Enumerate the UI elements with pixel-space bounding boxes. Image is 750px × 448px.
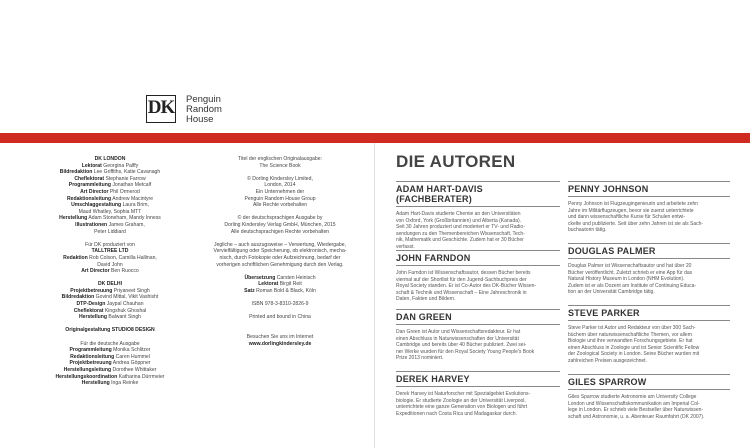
credit-text: Phil Ormerod [108, 188, 140, 195]
credit-role: Illustrationen [75, 221, 108, 228]
bio-line: Douglas Palmer ist Wissenschaftsautor und hat über 20 [568, 263, 692, 269]
author-name: GILES SPARROW [568, 374, 730, 390]
author-name: DAN GREEN [396, 309, 560, 325]
credit-line [30, 347, 190, 354]
credit-text: Balwant Singh [107, 314, 141, 321]
credit-text: David John [97, 261, 123, 268]
credit-text: Ben Ruocco [109, 268, 139, 275]
credit-text: Roman Bold & Black, Köln [254, 287, 316, 294]
bio-line: ckelte und publizierte. Seit über zehn Jahren ist sie als Sach- [568, 220, 704, 227]
credit-text: www.dorlingkindersley.de [248, 340, 312, 347]
credit-text: DK DELHI [97, 281, 123, 288]
credit-text: Jaypal Chauhan [105, 301, 144, 308]
credit-line [30, 189, 190, 196]
credit-text: Für DK produziert von [85, 241, 135, 248]
credit-text: Govind Mittal, Vikit Vashisht [94, 294, 159, 301]
credit-text: Andrea Göppner [111, 360, 151, 367]
credit-line [30, 242, 190, 249]
credit-role: Satz [244, 287, 255, 294]
credit-text: Dorling Kindersley Verlag GmbH, München, 2015 [224, 221, 336, 228]
publisher-line: Random [186, 104, 222, 115]
credit-text: Rob Colson, Camilla Hallinan, [87, 254, 157, 261]
credit-role: Programmleitung [69, 347, 112, 354]
credit-text: Laura Brim, [121, 202, 149, 209]
dk-logo-text: DK [147, 97, 175, 118]
author-entry [396, 250, 560, 303]
bio-line: Cambridge und bereits über 40 Bücher publiziert. Zwei sei- [396, 342, 527, 349]
credit-line [30, 288, 190, 295]
page-title: DIE AUTOREN [396, 152, 516, 171]
bio-line: von Oxford, York (Großbritannien) und Alberta (Kanada). [396, 217, 522, 224]
dk-logo-mark [146, 95, 176, 123]
credit-role: Bildredaktion [59, 169, 93, 176]
credit-line [200, 222, 360, 229]
author-entry [396, 371, 560, 417]
credit-text: Kingshuk Ghoshal [103, 307, 147, 314]
bio-line: Expeditionen nach Costa Rica und Madagaskar durch. [396, 410, 517, 417]
spacer [30, 235, 190, 242]
spacer [200, 235, 360, 242]
credit-text: The Science Book [259, 162, 301, 169]
credit-text: London, 2014 [264, 182, 296, 189]
credit-text: Stephanie Farrow [104, 175, 146, 182]
bio-line: einen Abschluss in Zoologie und ist Senior Scientific Fellow [568, 344, 700, 351]
credit-role: Herstellungsleitung [63, 367, 112, 373]
credit-line [30, 374, 190, 381]
publisher-line: Penguin [186, 94, 221, 105]
credit-line [30, 354, 190, 361]
author-name: STEVE PARKER [568, 305, 730, 321]
credit-role: Projektbetreuung [70, 287, 113, 294]
bio-line: John Farndon ist Wissenschaftsautor, dessen Bücher bereits [396, 270, 531, 276]
credit-role: DTP-Design [76, 301, 106, 308]
credit-text: Carsten Heinisch [275, 274, 316, 281]
bio-line: verfasst. [396, 243, 415, 250]
author-entry [568, 181, 730, 234]
bio-line: zahlreichen Preisen ausgezeichnet. [568, 357, 647, 364]
credit-role: Herstellung [59, 215, 88, 222]
credit-text: Titel der englischen Originalausgabe: [238, 156, 322, 162]
bio-line: Prize 2013 nominiert. [396, 355, 444, 362]
publisher-name [186, 95, 222, 125]
credit-line [30, 202, 190, 209]
author-entry [568, 374, 730, 420]
credit-text: Monika Schlitzer [111, 347, 151, 354]
bio-line: büchern über naturwissenschaftliche Themen, vor allem [568, 331, 692, 338]
credit-text: Alle Rechte vorbehalten [252, 202, 308, 209]
credit-text: Georgina Palffy [101, 162, 139, 169]
bio-line: Giles Sparrow studierte Astronomie am University College [568, 394, 697, 400]
credit-line [30, 314, 190, 321]
credit-line [30, 380, 190, 387]
author-bio [396, 391, 560, 417]
bio-line: schaft & Technik und Wissenschaft – Eine Jahreschronik in [396, 289, 527, 296]
credit-text: Printed and bound in China [249, 314, 311, 321]
credit-line [30, 327, 190, 334]
credit-role: Art Director [80, 188, 109, 195]
credit-line [200, 248, 360, 255]
credit-role: Cheflektorat [73, 307, 104, 314]
author-bio [396, 329, 560, 362]
credit-line [30, 268, 190, 275]
credit-text: Penguin Random House Group [244, 195, 316, 202]
credit-role: Lektorat [81, 162, 102, 169]
credit-text: Peter Liddiard [94, 228, 126, 235]
credit-role: Umschlaggestaltung [71, 202, 122, 209]
credit-text: Priyaneet Singh [112, 287, 150, 294]
bio-line: Adam Hart-Davis studierte Chemie an den Universitäten [396, 211, 521, 217]
bio-line: Natural History Museum in London (NHM Evolution). [568, 276, 685, 283]
credit-line [30, 196, 190, 203]
credit-line [200, 341, 360, 348]
author-entry [396, 181, 560, 251]
author-bio [396, 211, 560, 251]
bio-line: Dan Green ist Autor und Wissenschaftsredakteur. Er hat [396, 329, 521, 335]
credit-line [200, 163, 360, 170]
credit-text: Jegliche – auch auszugsweise – Verwertung, Wiedergabe, [214, 241, 346, 248]
credit-text: vorherigen schriftlichen Genehmigung durch den Verlag. [216, 261, 344, 268]
bio-line: sendungen zu den Themenbereichen Wissenschaft, Tech- [396, 230, 525, 237]
author-name: JOHN FARNDON [396, 250, 560, 266]
credit-text: Lee Griffiths, Katie Cavanagh [92, 169, 161, 176]
credit-text: Alle deutschsprachigen Rechte vorbehalten [230, 228, 330, 235]
credit-line [200, 301, 360, 308]
credit-line [30, 308, 190, 315]
author-bio [568, 263, 730, 296]
credit-text: DK LONDON [94, 156, 126, 162]
credit-line [30, 156, 190, 163]
credit-text: Katharina Dürrmeier [117, 373, 165, 380]
author-name: DEREK HARVEY [396, 371, 560, 387]
credit-line [30, 215, 190, 222]
bio-line: tion an der Universität Cambridge tätig. [568, 289, 655, 296]
credit-text: ISBN 978-3-8310-2826-9 [251, 301, 309, 308]
author-name: DOUGLAS PALMER [568, 243, 730, 259]
spacer [200, 169, 360, 176]
spacer [30, 321, 190, 328]
credit-line [30, 222, 190, 229]
bio-line: nik, Mathematik und Geschichte. Zudem hat er 30 Bücher [396, 237, 524, 244]
credit-line [30, 248, 190, 255]
author-name: ADAM HART-DAVIS (FACHBERATER) [396, 181, 560, 207]
accent-bar [0, 133, 750, 143]
credit-role: Lektorat [258, 281, 279, 288]
credit-line [200, 262, 360, 269]
bio-line: Penny Johnson ist Flugzeugingenieurin und arbeitete zehn [568, 201, 699, 207]
credit-line [200, 255, 360, 262]
credit-text: nisch, durch Fotokopie oder Aufzeichnung, bedarf der [219, 254, 341, 261]
credit-text: Ein Unternehmen der [255, 188, 305, 195]
credit-role: Herstellung [81, 380, 110, 387]
credit-text: Maud Whatley, Sophia MTT [78, 208, 142, 215]
bio-line: Biologie und ihre verwandten Forschungsgebiete. Er hat [568, 338, 693, 345]
credit-role: Cheflektorat [74, 175, 105, 182]
credit-text: Originalgestaltung STUDIO8 DESIGN [65, 327, 155, 334]
spacer [200, 308, 360, 315]
credit-line [200, 281, 360, 288]
credit-text: TALLTREE LTD [91, 248, 129, 255]
credit-line [30, 176, 190, 183]
credit-line [30, 301, 190, 308]
credit-line [30, 209, 190, 216]
credit-line [200, 288, 360, 295]
publisher-logo [146, 95, 266, 125]
bio-line: Steve Parker ist Autor und Redakteur von über 300 Sach- [568, 325, 696, 331]
bio-line: schaft und Astronomie, u. a. Abenteuer Raumfahrt (DK 2007). [568, 413, 705, 420]
credit-line [200, 314, 360, 321]
credit-text: Vervielfältigung oder Speicherung, ob elektronisch, mecha- [213, 248, 347, 255]
credit-text: Andrew Macintyre [111, 195, 154, 202]
bio-line: lege in London. Er schrieb viele Bestseller über Naturwissen- [568, 407, 704, 414]
credit-text: © Dorling Kindersley Limited, [247, 175, 313, 182]
credit-role: Bildredaktion [61, 294, 95, 301]
credit-role: Art Director [81, 268, 110, 275]
credit-line [30, 262, 190, 269]
page-gutter [374, 143, 375, 448]
spacer [200, 294, 360, 301]
author-bio [396, 270, 560, 303]
credit-text: Für die deutsche Ausgabe [80, 340, 140, 347]
credit-line [200, 242, 360, 249]
author-bio [568, 394, 730, 420]
spacer [30, 334, 190, 341]
spacer [200, 321, 360, 328]
author-bio [568, 201, 730, 234]
credit-line [30, 281, 190, 288]
spacer [30, 275, 190, 282]
credit-role: Übersetzung [244, 274, 276, 281]
credit-line [200, 182, 360, 189]
credit-line [200, 202, 360, 209]
credits-uk-column [30, 156, 190, 387]
credit-line [200, 229, 360, 236]
credit-role: Projektbetreuung [69, 360, 112, 367]
credit-role: Herstellungskoordination [55, 373, 118, 380]
author-entry [568, 305, 730, 365]
credit-role: Redaktionsleitung [70, 353, 115, 360]
credit-line [30, 182, 190, 189]
credit-text: Inga Reinke [109, 380, 139, 387]
credit-line [200, 215, 360, 222]
credit-text: Caren Hummel [114, 353, 150, 360]
credit-text: © der deutschsprachigen Ausgabe by [237, 215, 323, 222]
credit-role: Redaktionsleitung [66, 195, 112, 202]
bio-line: und dann wissenschaftliche Kurse für Schulen entwi- [568, 214, 686, 221]
credit-line [30, 163, 190, 170]
bio-line: Jahre im Militärflugzeugen, bevor sie zuerst unterrichtete [568, 207, 694, 214]
credit-line [30, 360, 190, 367]
credit-text: Besuchen Sie uns im Internet [246, 334, 314, 341]
credit-line [30, 255, 190, 262]
bio-line: Royal Society standen. Er ist Co-Autor des DK-Bücher Wissen- [396, 283, 537, 290]
bio-line: Daten, Fakten und Bildern. [396, 296, 456, 303]
credit-line [30, 367, 190, 374]
bio-line: London und Wissenschaftskommunikation am Imperial Col- [568, 400, 700, 407]
credit-role: Programmleitung [68, 182, 111, 189]
credit-text: Birgit Reit [278, 281, 302, 288]
bio-line: buchautorin tätig. [568, 227, 607, 234]
spacer [200, 327, 360, 334]
bio-line: der Zoological Society in London. Seine Bücher wurden mit [568, 351, 700, 358]
bio-line: ner Werke wurden für den Royal Society Young People's Book [396, 348, 535, 355]
bio-line: unterrichtete eine ganze Generation von Biologen und führt [396, 404, 528, 411]
credit-text: Adam Stoneham, Mandy Inness [87, 215, 161, 222]
credit-text: Jonathan Metcalf [110, 182, 152, 189]
credit-line [30, 341, 190, 348]
credit-role: Herstellung [78, 314, 108, 321]
credit-line [30, 229, 190, 236]
bio-line: einen Abschluss in Naturwissenschaften der Universität [396, 335, 519, 342]
spacer [200, 268, 360, 275]
credit-line [200, 196, 360, 203]
credit-line [200, 334, 360, 341]
author-bio [568, 325, 730, 365]
author-entry [568, 243, 730, 296]
credit-role: Redaktion [63, 254, 88, 261]
credit-line [200, 156, 360, 163]
imprint-column [200, 156, 360, 347]
credit-text: James Graham, [107, 221, 145, 228]
publisher-line: House [186, 114, 214, 125]
credit-line [30, 294, 190, 301]
bio-line: Seit 30 Jahren produziert und moderiert er TV- und Radio- [396, 224, 525, 231]
bio-line: Zudem ist er als Dozent am Institute of Continuing Educa- [568, 282, 697, 289]
author-entry [396, 309, 560, 362]
credit-line [200, 189, 360, 196]
author-name: PENNY JOHNSON [568, 181, 730, 197]
credit-line [200, 176, 360, 183]
bio-line: biologie. Er studierte Zoologie an der Universität Liverpool, [396, 397, 526, 404]
credit-line [200, 275, 360, 282]
bio-line: Bücher veröffentlicht. Zuletzt schrieb er eine App für das [568, 269, 693, 276]
bio-line: Derek Harvey ist Naturforscher mit Spezialgebiet Evolutions- [396, 391, 531, 397]
credit-line [30, 169, 190, 176]
bio-line: viermal auf der Shortlist für den Jugend-Sachbuchpreis der [396, 276, 527, 283]
credit-text: Dorothee Whittaker [111, 367, 157, 373]
